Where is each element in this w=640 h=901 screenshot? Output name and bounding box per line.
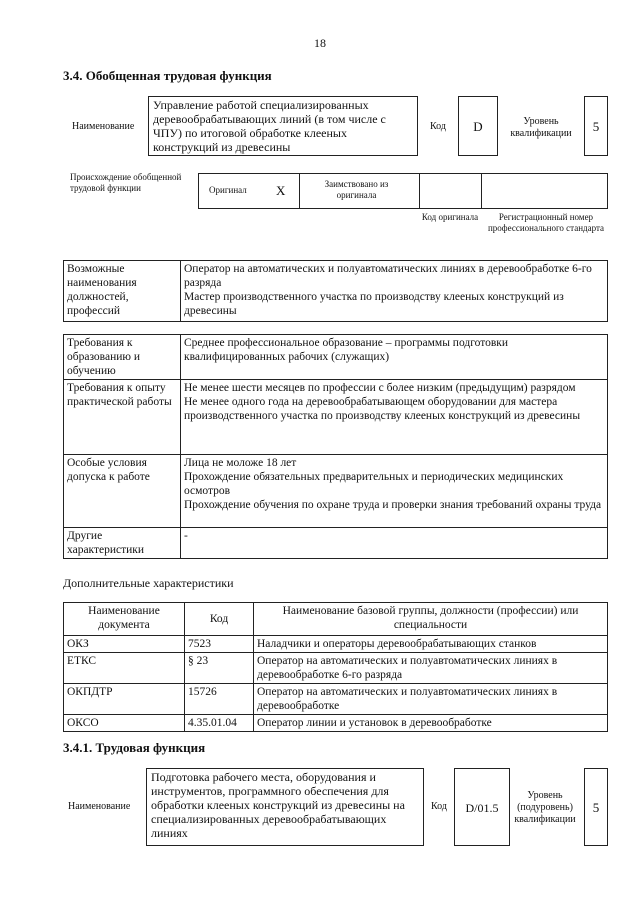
row-name: Оператор линии и установок в деревообработке	[254, 715, 608, 732]
admission-value: Лица не моложе 18 лет Прохождение обязательных предварительных и периодических медицинских осмотров Прохождение обучения по охране труда и проверки знания требований охраны труда	[181, 455, 608, 528]
divider	[481, 174, 482, 208]
sub-function-name: Подготовка рабочего места, оборудования и инструментов, программного обеспечения для обработки клееных конструкций из древесины на специализированных деревообрабатывающих линиях	[146, 768, 424, 846]
table-header-row	[64, 603, 608, 636]
table-row	[64, 335, 608, 380]
additional-table	[63, 602, 608, 732]
borrowed-label: Заимствовано из оригинала	[324, 179, 389, 200]
row-name: Оператор на автоматических и полуавтоматических линиях в деревообработке 6-го разряда	[254, 653, 608, 684]
row-code: 4.35.01.04	[185, 715, 254, 732]
table-row	[64, 653, 608, 684]
row-doc: ОКПДТР	[64, 684, 185, 715]
origin-label: Происхождение обобщенной трудовой функции	[70, 172, 182, 193]
admission-label: Особые условия допуска к работе	[64, 455, 181, 528]
sub-code-value: D/01.5	[454, 768, 510, 846]
positions-value: Оператор на автоматических и полуавтоматических линиях в деревообработке 6-го разряда Мастер производственного участка по производству клееных конструкций из древесины	[181, 261, 608, 322]
sub-code-label: Код	[431, 801, 447, 812]
table-row	[64, 380, 608, 455]
origin-table	[198, 173, 608, 209]
positions-table	[63, 260, 608, 322]
header-code: Код	[185, 603, 254, 636]
code-original-caption: Код оригинала	[421, 212, 479, 222]
experience-label: Требования к опыту практической работы	[64, 380, 181, 455]
table-row	[64, 715, 608, 732]
table-row	[64, 684, 608, 715]
sub-name-label: Наименование	[68, 801, 131, 812]
original-mark: X	[276, 183, 286, 198]
other-value: -	[181, 528, 608, 559]
table-row	[64, 261, 608, 322]
row-code: 15726	[185, 684, 254, 715]
code-value: D	[458, 96, 498, 156]
positions-label: Возможные наименования должностей, профессий	[64, 261, 181, 322]
divider	[419, 174, 420, 208]
reg-number-caption: Регистрационный номер профессионального стандарта	[487, 212, 605, 233]
row-doc: ОКСО	[64, 715, 185, 732]
education-label: Требования к образованию и обучению	[64, 335, 181, 380]
name-label: Наименование	[72, 121, 135, 132]
function-name: Управление работой специализированных деревообрабатывающих линий (в том числе с ЧПУ) по итоговой обработке клееных конструкций из древесины	[148, 96, 418, 156]
education-value: Среднее профессиональное образование – программы подготовки квалифицированных рабочих (служащих)	[181, 335, 608, 380]
other-label: Другие характеристики	[64, 528, 181, 559]
code-label: Код	[430, 121, 446, 132]
table-row	[64, 455, 608, 528]
sub-level-label: Уровень (подуровень) квалификации	[514, 790, 576, 825]
original-label: Оригинал	[209, 185, 247, 195]
additional-title: Дополнительные характеристики	[63, 576, 234, 590]
experience-value: Не менее шести месяцев по профессии с более низким (предыдущим) разрядом Не менее одного года на деревообрабатывающем оборудовании для мастера производственного участка по производству клееных конструкций из древесины	[181, 380, 608, 455]
header-name: Наименование базовой группы, должности (профессии) или специальности	[254, 603, 608, 636]
row-name: Оператор на автоматических и полуавтоматических линиях в деревообработке	[254, 684, 608, 715]
header-document: Наименование документа	[64, 603, 185, 636]
requirements-table	[63, 334, 608, 559]
row-doc: ОКЗ	[64, 636, 185, 653]
divider	[299, 174, 300, 208]
level-value: 5	[584, 96, 608, 156]
row-code: § 23	[185, 653, 254, 684]
row-name: Наладчики и операторы деревообрабатывающих станков	[254, 636, 608, 653]
section-heading: 3.4. Обобщенная трудовая функция	[63, 68, 272, 83]
page-number: 18	[314, 36, 326, 50]
table-row	[64, 636, 608, 653]
sub-level-value: 5	[584, 768, 608, 846]
row-code: 7523	[185, 636, 254, 653]
level-label: Уровень квалификации	[510, 116, 572, 139]
subsection-heading: 3.4.1. Трудовая функция	[63, 740, 206, 755]
table-row	[64, 528, 608, 559]
row-doc: ЕТКС	[64, 653, 185, 684]
